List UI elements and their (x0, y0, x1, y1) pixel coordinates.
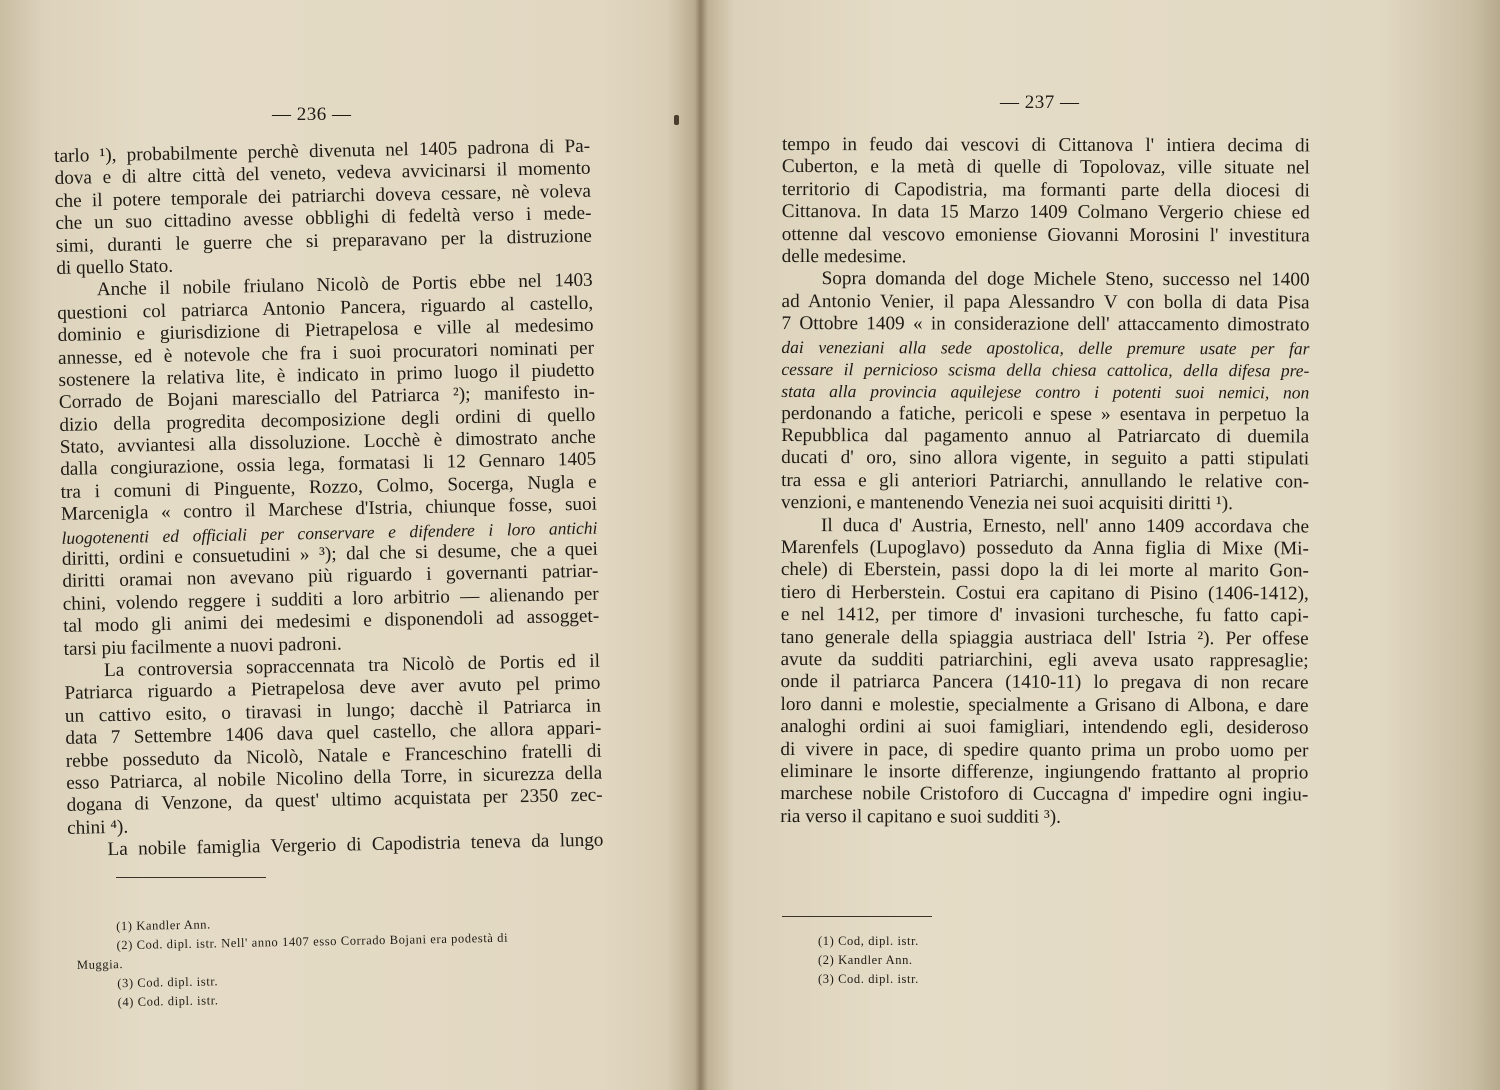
text-line: tra essa e gli anteriori Patriarchi, annullando le relative con- (781, 469, 1310, 493)
text-line: tano generale della spiaggia austriaca dell' Istria ²). Per offese (780, 626, 1309, 649)
text-line: Stato, avviantesi alla dissoluzione. Locchè è dimostrato anche (59, 426, 596, 459)
footnote: (2) Cod. dipl. istr. Nell' anno 1407 esso Corrado Bojani era podestà di (116, 930, 509, 953)
text-line: ducati d' oro, sino allora vigente, in seguito a patti stipulati (781, 447, 1310, 470)
footnote-rule-left (116, 877, 266, 878)
text-line: Cuberton, e la metà di quelle di Topolovaz, ville situate nel (781, 156, 1310, 179)
footnote: (3) Cod. dipl. istr. (117, 974, 219, 991)
text-line: Sopra domanda del doge Michele Steno, successo nel 1400 (821, 268, 1310, 291)
text-line: venzioni, e mantenendo Venezia nei suoi acquisiti diritti ¹). (781, 492, 1233, 515)
text-line: un cattivo esito, o tiravasi in lungo; dacchè il Patriarca in (64, 695, 602, 727)
text-line: ad Antonio Venier, il papa Alessandro V con bolla di data Pisa (781, 290, 1310, 314)
text-line: marchese nobile Cristoforo di Cuccagna d' impedire ogni ingiu- (780, 783, 1309, 806)
text-line: analoghi ordini ai suoi famigliari, intendendo egli, desideroso (780, 716, 1309, 739)
footnote: (1) Kandler Ann. (116, 917, 211, 934)
text-line: Repubblica dal pagamento annuo al Patriarcato di duemila (781, 425, 1310, 448)
left-page-body (54, 136, 604, 863)
text-line: sostenere la relativa lite, è indicato in primo luogo il piudetto (58, 359, 595, 391)
right-page (700, 0, 1500, 1090)
text-line: territorio di Capodistria, ma formanti parte della diocesi di (781, 178, 1310, 202)
text-line: diritti oramai non avevano più riguardo i governanti patriar- (62, 561, 599, 593)
text-line: Cittanova. In data 15 Marzo 1409 Colmano Vergerio chiese ed (781, 201, 1310, 224)
text-line: dalla congiurazione, ossia lega, formatasi li 12 Gennaro 1405 (60, 449, 597, 481)
text-line: annesse, ed è notevole che fra i suoi procuratori nominati per (57, 337, 595, 369)
text-line: 7 Ottobre 1409 « in considerazione dell' attaccamento dimostrato (781, 313, 1310, 336)
text-line: questioni col patriarca Antonio Pancera, riguardo al castello, (57, 292, 594, 324)
footnote-rule-right (782, 916, 932, 917)
text-line: onde il patriarca Pancera (1410-11) lo pregava di non recare (780, 671, 1309, 694)
text-line: dai veneziani alla sede apostolica, delle premure usate per far (781, 336, 1310, 358)
text-line: tarsi piu facilmente a nuovi padroni. (63, 633, 342, 660)
text-line: ottenne dal vescovo emoniense Giovanni Morosini l' investitura (781, 223, 1310, 246)
text-line: tempo in feudo dai vescovi di Cittanova l' intiera decima di (781, 134, 1310, 157)
text-line: diritti, ordini e consuetudini » ³); dal che si desume, che a quei (61, 538, 599, 570)
text-line: loro danni e molestie, specialmente a Grisano di Albona, e dare (780, 693, 1309, 717)
right-page-body (780, 134, 1310, 829)
text-line: data 7 Settembre 1406 dava quel castello, che allora appari- (65, 717, 602, 750)
text-line: tiero di Herberstein. Costui era capitano di Pisino (1406-1412), (780, 581, 1309, 605)
text-line: chini ⁴). (66, 816, 129, 839)
text-line: di vivere in pace, di spedire quanto prima un probo uomo per (780, 738, 1309, 761)
text-line: che il potere temporale dei patriarchi doveva cessare, nè voleva (54, 180, 592, 212)
text-line: e nel 1412, per timore d' invasioni turchesche, fu fatto capi- (780, 604, 1309, 627)
text-line: dova e di altre città del veneto, vedeva avvicinarsi il momento (54, 158, 591, 190)
footnotes-right (818, 932, 1118, 989)
text-line: di quello Stato. (56, 255, 174, 279)
footnote: (3) Cod. dipl. istr. (818, 972, 919, 986)
text-line: tal modo gli animi dei medesimi e disponendoli ad assogget- (63, 605, 600, 638)
text-line: avute da sudditi patriarchini, egli aveva usato rappresaglie; (780, 648, 1309, 672)
text-line: che un suo cittadino avesse obblighi di fedeltà verso i mede- (55, 202, 592, 235)
text-line: perdonando a fatiche, pericoli e spese » esentava in perpetuo la (781, 402, 1310, 426)
text-line: Il duca d' Austria, Ernesto, nell' anno 1409 accordava che (820, 514, 1310, 538)
text-line: eliminare le insorte differenze, ingiungendo frattanto al proprio (780, 760, 1309, 784)
text-line: esso Patriarca, al nobile Nicolino della Torre, in sicurezza della (66, 762, 603, 794)
text-line: La controversia sopraccennata tra Nicolò de Portis ed il (103, 650, 601, 682)
text-line: simi, duranti le guerre che si preparavano per la distruzione (55, 225, 593, 257)
text-line: cessare il pernicioso scisma della chiesa cattolica, della difesa pre- (781, 358, 1310, 381)
text-line: rebbe posseduto da Nicolò, Natale e Franceschino fratelli di (65, 740, 602, 772)
text-line: delle medesime. (781, 245, 907, 268)
text-line: dizio della progredita decomposizione degli ordini di quello (59, 404, 596, 436)
text-line: stata alla provincia aquilejese contro i potenti suoi nemici, non (781, 381, 1310, 403)
text-line: chele) di Eberstein, passi dopo la di lei morte al marito Gon- (780, 559, 1309, 582)
footnotes-left (76, 907, 638, 1013)
text-line: tra i comuni di Pinguente, Rozzo, Colmo, Socerga, Nugla e (60, 471, 597, 503)
text-line: Patriarca riguardo a Pietrapelosa deve aver avuto pel primo (64, 672, 601, 705)
text-line: Anche il nobile friulano Nicolò de Portis ebbe nel 1403 (96, 270, 593, 301)
footnote: (1) Cod, dipl. istr. (818, 934, 919, 948)
text-line: tarlo ¹), probabilmente perchè divenuta nel 1405 padrona di Pa- (54, 135, 591, 167)
ink-smudge (674, 115, 679, 125)
text-line: dogana di Venzone, da quest' ultimo acquistata per 2350 zec- (66, 784, 603, 817)
text-line: ria verso il capitano e suoi sudditi ³). (780, 805, 1061, 828)
text-line: luogotenenti ed officiali per conservare e difendere i loro antichi (61, 517, 598, 548)
text-line: chini, volendo reggere i sudditi a loro arbitrio — alienando per (62, 583, 599, 615)
left-page (0, 0, 690, 1090)
text-line: La nobile famiglia Vergerio di Capodistria teneva da lungo (107, 829, 604, 861)
text-line: Marcenigla « contro il Marchese d'Istria, chiunque fosse, suoi (60, 493, 598, 526)
text-line: Corrado de Bojani maresciallo del Patriarca ²); manifesto in- (58, 381, 596, 414)
footnote: (4) Cod. dipl. istr. (117, 993, 219, 1010)
footnote: Muggia. (76, 957, 124, 972)
footnote: (2) Kandler Ann. (818, 953, 913, 967)
text-line: Marenfels (Lupoglavo) posseduto da Anna figlia di Mixe (Mi- (780, 537, 1309, 560)
page-number-left: — 236 — (272, 104, 352, 125)
text-line: dominio e giurisdizione di Pietrapelosa e ville al medesimo (57, 314, 594, 347)
page-number-right: — 237 — (1000, 92, 1080, 113)
